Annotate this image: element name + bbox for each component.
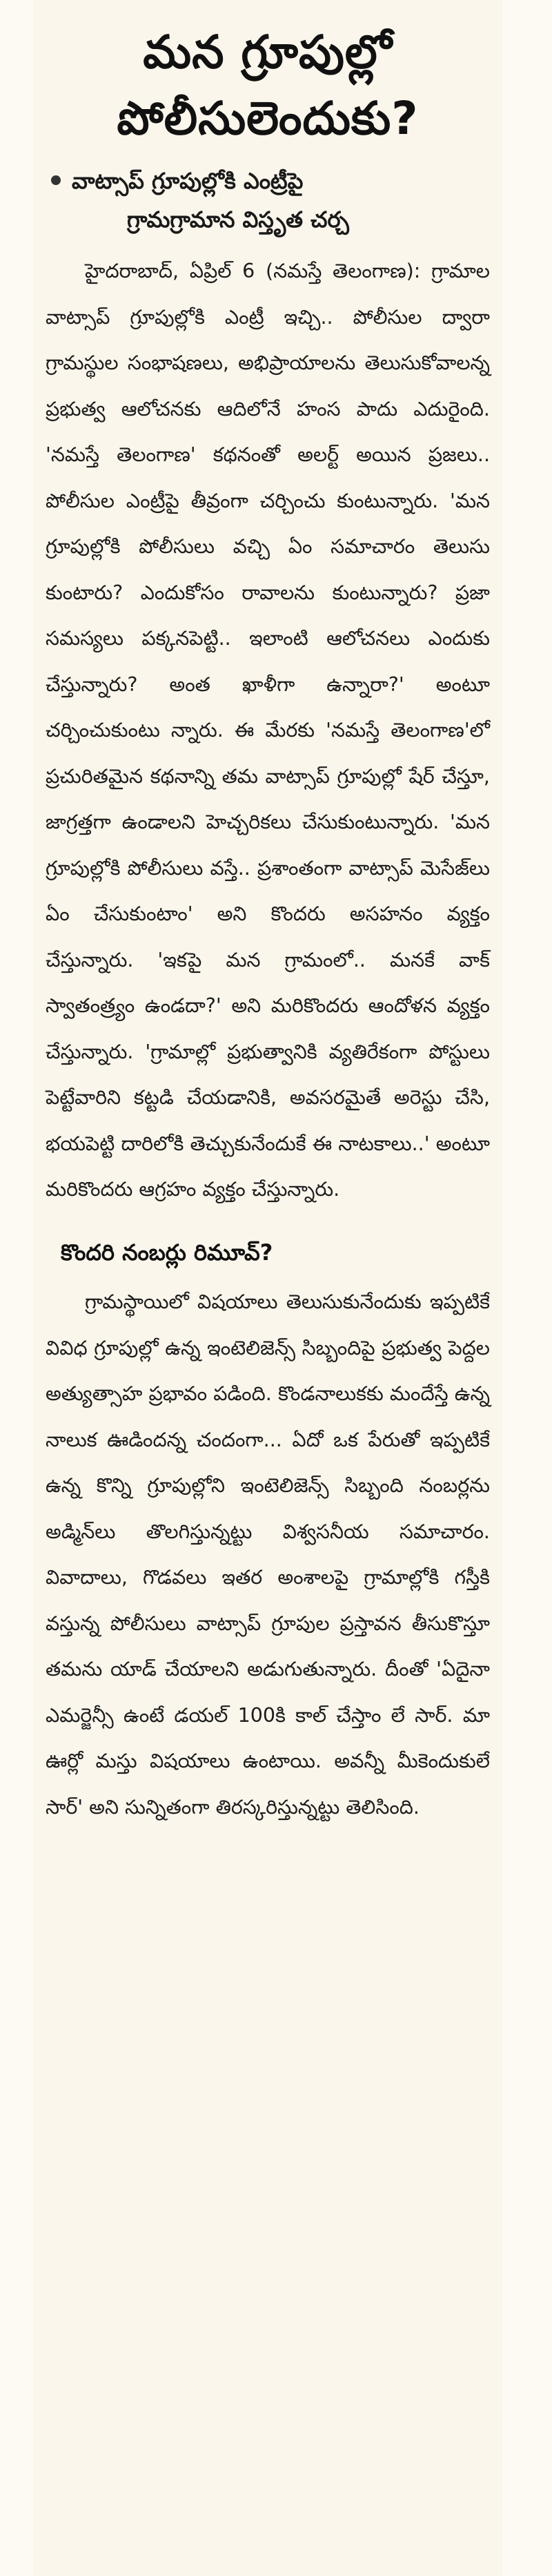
- headline: [46, 19, 490, 152]
- article-paragraph-1: హైదరాబాద్, ఏప్రిల్ 6 (నమస్తే తెలంగాణ): గ్రామాల వాట్సాప్ గ్రూపుల్లోకి ఎంట్రీ ఇచ్చి.. పోలీసుల ద్వారా గ్రామస్థుల సంభాషణలు, అభిప్రాయాలను తెలుసుకోవాలన్న ప్రభుత్వ ఆలోచనకు ఆదిలోనే హంస పాదు ఎదురైంది. 'నమస్తే తెలంగాణ' కథనంతో అలర్ట్ అయిన ప్రజలు.. పోలీసుల ఎంట్రీపై తీవ్రంగా చర్చించు కుంటున్నారు. 'మన గ్రూపుల్లోకి పోలీసులు వచ్చి ఏం సమాచారం తెలుసు కుంటారు? ఎందుకోసం రావాలను కుంటున్నారు? ప్రజా సమస్యలు పక్కనపెట్టి.. ఇలాంటి ఆలోచనలు ఎందుకు చేస్తున్నారు? అంత ఖాళీగా ఉన్నారా?' అంటూ చర్చించుకుంటు న్నారు. ఈ మేరకు 'నమస్తే తెలంగాణ'లో ప్రచురితమైన కథనాన్ని తమ వాట్సాప్ గ్రూపుల్లో షేర్ చేస్తూ, జాగ్రత్తగా ఉండాలని హెచ్చరికలు చేసుకుంటున్నారు. 'మన గ్రూపుల్లోకి పోలీసులు వస్తే.. ప్రశాంతంగా వాట్సాప్ మెసేజ్‌లు ఏం చేసుకుంటాం' అని కొందరు అసహనం వ్యక్తం చేస్తున్నారు. 'ఇకపై మన గ్రామంలో.. మనకే వాక్ స్వాతంత్ర్యం ఉండదా?' అని మరికొందరు ఆందోళన వ్యక్తం చేస్తున్నారు. 'గ్రామాల్లో ప్రభుత్వానికి వ్యతిరేకంగా పోస్టులు పెట్టేవారిని కట్టడి చేయడానికి, అవసరమైతే అరెస్టు చేసి, భయపెట్టి దారిలోకి తెచ్చుకునేందుకే ఈ నాటకాలు..' అంటూ మరికొందరు ఆగ్రహం వ్యక్తం చేస్తున్నారు.: [46, 260, 490, 1201]
- subheadline-line-1: వాట్సాప్ గ్రూపుల్లోకి ఎంట్రీపై: [72, 168, 304, 194]
- headline-line-2: పోలీసులెందుకు?: [117, 92, 419, 145]
- news-clipping: [33, 0, 502, 2576]
- section-heading: కొందరి నంబర్లు రిమూవ్?: [61, 1239, 273, 1266]
- bullet-icon: [51, 175, 61, 185]
- subheadline-line-2: గ్రామగ్రామాన విస్తృత చర్చ: [127, 206, 349, 233]
- headline-line-1: మన గ్రూపుల్లో: [143, 26, 393, 79]
- article-paragraph-2: గ్రామస్థాయిలో విషయాలు తెలుసుకునేందుకు ఇప్పటికే వివిధ గ్రూపుల్లో ఉన్న ఇంటెలిజెన్స్ సిబ్బందిపై ప్రభుత్వ పెద్దల అత్యుత్సాహ ప్రభావం పడింది. కొండనాలుకకు మందేస్తే ఉన్న నాలుక ఊడిందన్న చందంగా... ఏదో ఒక పేరుతో ఇప్పటికే ఉన్న కొన్ని గ్రూపుల్లోని ఇంటెలిజెన్స్ సిబ్బంది నంబర్లను అడ్మిన్‌లు తొలగిస్తున్నట్టు విశ్వసనీయ సమాచారం. వివాదాలు, గొడవలు ఇతర అంశాలపై గ్రామాల్లోకి గస్తీకి వస్తున్న పోలీసులు వాట్సాప్ గ్రూపుల ప్రస్తావన తీసుకొస్తూ తమను యాడ్ చేయాలని అడుగుతున్నారు. దీంతో 'ఏదైనా ఎమర్జెన్సీ ఉంటే డయల్ 100కి కాల్ చేస్తాం లే సార్. మా ఊర్లో మస్తు విషయాలు ఉంటాయి. అవన్నీ మీకెందుకులే సార్' అని సున్నితంగా తిరస్కరిస్తున్నట్టు తెలిసింది.: [46, 1290, 490, 1819]
- subheadline: [46, 162, 490, 239]
